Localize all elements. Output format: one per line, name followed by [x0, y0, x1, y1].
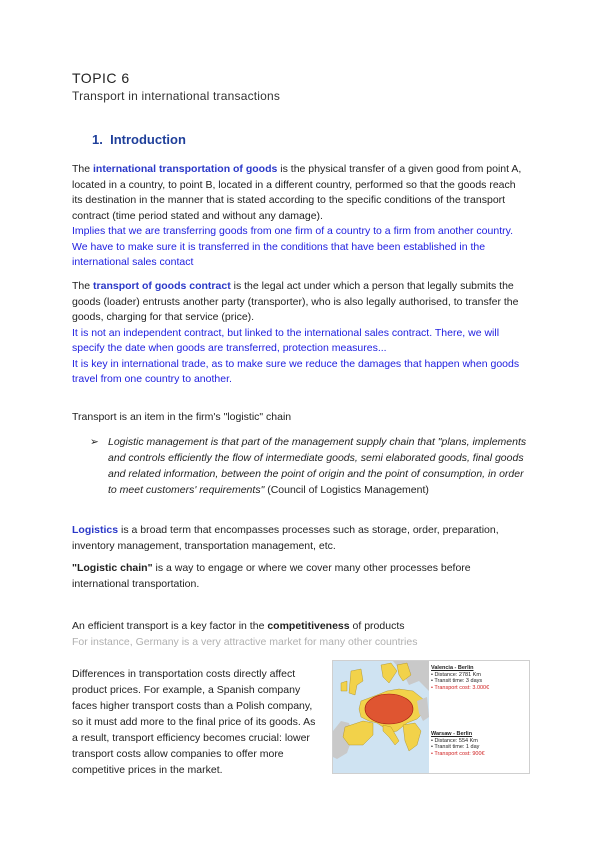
para2-term: transport of goods contract — [93, 280, 231, 292]
bullet-quote: Logistic management is that part of the management supply chain that "plans, implements and controls efficiently the flow of intermediate goods, semi elaborated goods, final goods and related information, between the point of origin and the point of consumption, in order to meet customers' requirements" — [108, 436, 527, 496]
bullet-item-logistic-management — [90, 434, 530, 498]
route1-time: • Transit time: 3 days — [431, 678, 483, 684]
arrow-bullet-icon: ➢ — [90, 436, 99, 448]
topic-subtitle: Transport in international transactions — [72, 89, 281, 103]
para5-term: "Logistic chain" — [72, 562, 153, 574]
para6-lead: An efficient transport is a key factor in the — [72, 620, 268, 632]
land-ireland — [341, 681, 347, 691]
para5-text: is a way to engage or where we cover many other processes before international transportation. — [72, 562, 471, 590]
europe-transport-map — [332, 660, 530, 774]
route2-title: Warsaw - Berlin — [431, 731, 473, 737]
section-title: Introduction — [110, 132, 186, 147]
paragraph-logistic-chain — [72, 561, 528, 592]
section-number: 1. — [92, 132, 103, 147]
route2-time: • Transit time: 1 day — [431, 744, 480, 750]
paragraph-transport-contract — [72, 279, 528, 388]
para1-text: is the physical transfer of a given good from point A, located in a country, to point B, located in a different country, performed so that the goods reach its destination in the manner that is stated according to the specific conditions of the transport contract (time period stated and without any damage). — [72, 163, 522, 222]
route1-cost: • Transport cost: 3.000€ — [431, 684, 490, 691]
para2-lead: The — [72, 280, 94, 292]
route1-title: Valencia - Berlin — [431, 665, 474, 671]
para1-note: Implies that we are transferring goods from one firm of a country to a firm from another country. We have to make sure it is transferred in the conditions that have been established in the international sales contact — [72, 225, 513, 268]
paragraph-logistics — [72, 523, 528, 554]
para6-tail: of products — [349, 620, 405, 632]
para6-note: For instance, Germany is a very attractive market for many other countries — [72, 635, 418, 648]
route-info-valencia-berlin — [431, 665, 527, 691]
section-heading — [92, 132, 186, 147]
para1-term: international transportation of goods — [93, 163, 278, 175]
paragraph-transport-costs: Differences in transportation costs directly affect product prices. For example, a Spanish company faces higher transport costs than a Polish company, so it must add more to the final price of its goods. As a result, transport efficiency becomes crucial: lower transport costs allow companies to offer more competitive prices in the market. — [72, 668, 316, 776]
route1-distance: • Distance: 2781 Km — [431, 671, 481, 678]
paragraph-logistic-chain-intro: Transport is an item in the firm's "logistic" chain — [72, 411, 292, 423]
topic-title: TOPIC 6 — [72, 70, 130, 86]
para2-note2: It is key in international trade, as to make sure we reduce the damages that happen when goods travel from one country to another. — [72, 357, 520, 385]
highlight-route-area — [365, 694, 413, 724]
paragraph-definition-transport — [72, 162, 528, 271]
para2-text: is the legal act under which a person that legally submits the goods (loader) entrusts another party (transporter), who is also legally authorised, to transfer the goods, charging for that service (price). — [72, 280, 519, 323]
route2-distance: • Distance: 554 Km — [431, 737, 478, 744]
route-info-warsaw-berlin — [431, 731, 527, 757]
para4-term: Logistics — [72, 524, 119, 536]
paragraph-competitiveness — [72, 619, 528, 650]
para4-text: is a broad term that encompasses processes such as storage, order, preparation, inventory management, transportation management, etc. — [72, 524, 499, 552]
bullet-source: (Council of Logistics Management) — [264, 484, 429, 496]
para2-note1: It is not an independent contract, but linked to the international sales contract. There, we will specify the date when goods are transferred, protection measures... — [72, 326, 500, 354]
para6-term: competitiveness — [267, 620, 350, 632]
route2-cost: • Transport cost: 900€ — [431, 750, 485, 757]
para1-lead: The — [72, 163, 94, 175]
